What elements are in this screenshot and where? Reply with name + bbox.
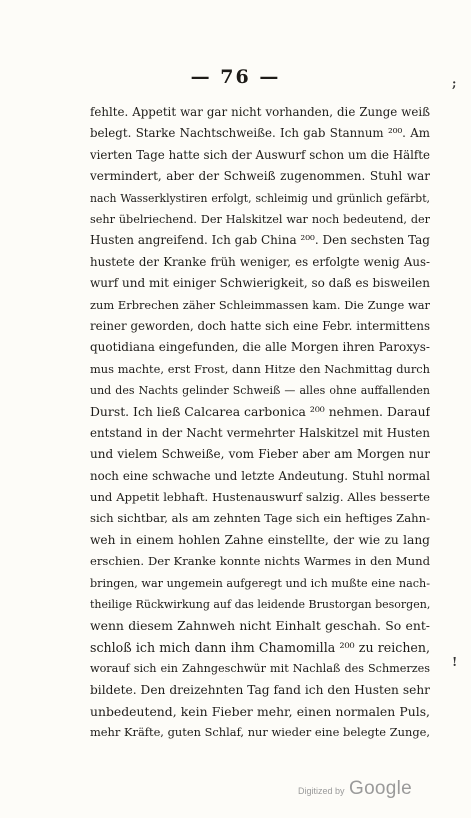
- text-line: sich sichtbar, als am zehnten Tage sich ein heftiges Zahn-: [90, 511, 430, 526]
- text-line: mehr Kräfte, guten Schlaf, nur wieder eine belegte Zunge,: [90, 725, 430, 740]
- text-line: vermindert, aber der Schweiß zugenommen. Stuhl war: [90, 169, 430, 184]
- digitized-watermark: [298, 778, 412, 800]
- text-line: nach Wasserklystiren erfolgt, schleimig und grünlich gefärbt,: [90, 191, 430, 205]
- text-line: reiner geworden, doch hatte sich eine Febr. intermittens: [90, 318, 430, 333]
- text-line: erschien. Der Kranke konnte nichts Warmes in den Mund: [90, 554, 430, 569]
- digitized-label: Digitized by: [298, 786, 345, 796]
- body-text: [90, 102, 430, 744]
- text-line: weh in einem hohlen Zahne einstellte, der wie zu lang: [90, 532, 430, 547]
- text-line: und Appetit lebhaft. Hustenauswurf salzig. Alles besserte: [90, 490, 430, 505]
- text-line: hustete der Kranke früh weniger, es erfolgte wenig Aus-: [90, 254, 430, 269]
- google-logo: Google: [348, 778, 413, 799]
- text-line: und des Nachts gelinder Schweiß — alles ohne auffallenden: [90, 384, 430, 398]
- text-line: bringen, war ungemein aufgeregt und ich mußte eine nach-: [90, 576, 430, 590]
- text-line: fehlte. Appetit war gar nicht vorhanden, die Zunge weiß: [90, 105, 430, 119]
- text-line: theilige Rückwirkung auf das leidende Brustorgan besorgen,: [90, 597, 430, 611]
- text-line: belegt. Starke Nachtschweiße. Ich gab Stannum ²⁰⁰. Am: [90, 126, 430, 141]
- margin-mark-top: ;: [452, 76, 457, 90]
- text-line: mus machte, erst Frost, dann Hitze den Nachmittag durch: [90, 361, 430, 376]
- text-line: Durst. Ich ließ Calcarea carbonica ²⁰⁰ nehmen. Darauf: [90, 404, 430, 420]
- margin-mark-middle: !: [452, 655, 458, 669]
- text-line: quotidiana eingefunden, die alle Morgen ihren Paroxys-: [90, 340, 430, 355]
- text-line: Husten angreifend. Ich gab China ²⁰⁰. Den sechsten Tag: [90, 233, 430, 248]
- text-line: worauf sich ein Zahngeschwür mit Nachlaß des Schmerzes: [90, 662, 430, 676]
- text-line: zum Erbrechen zäher Schleimmassen kam. Die Zunge war: [90, 297, 430, 312]
- text-line: schloß ich mich dann ihm Chamomilla ²⁰⁰ zu reichen,: [90, 639, 430, 655]
- page-number: — 76 —: [190, 66, 281, 88]
- text-line: vierten Tage hatte sich der Auswurf schon um die Hälfte: [90, 147, 430, 162]
- text-line: bildete. Den dreizehnten Tag fand ich den Husten sehr: [90, 682, 430, 697]
- text-line: unbedeutend, kein Fieber mehr, einen normalen Puls,: [90, 703, 430, 719]
- text-line: sehr übelriechend. Der Halskitzel war noch bedeutend, der: [90, 212, 430, 226]
- text-line: und vielem Schweiße, vom Fieber aber am Morgen nur: [90, 447, 430, 462]
- text-line: wenn diesem Zahnweh nicht Einhalt geschah. So ent-: [90, 618, 430, 634]
- text-line: wurf und mit einiger Schwierigkeit, so daß es bisweilen: [90, 276, 430, 291]
- text-line: noch eine schwache und letzte Andeutung. Stuhl normal: [90, 468, 430, 483]
- text-line: entstand in der Nacht vermehrter Halskitzel mit Husten: [90, 425, 430, 440]
